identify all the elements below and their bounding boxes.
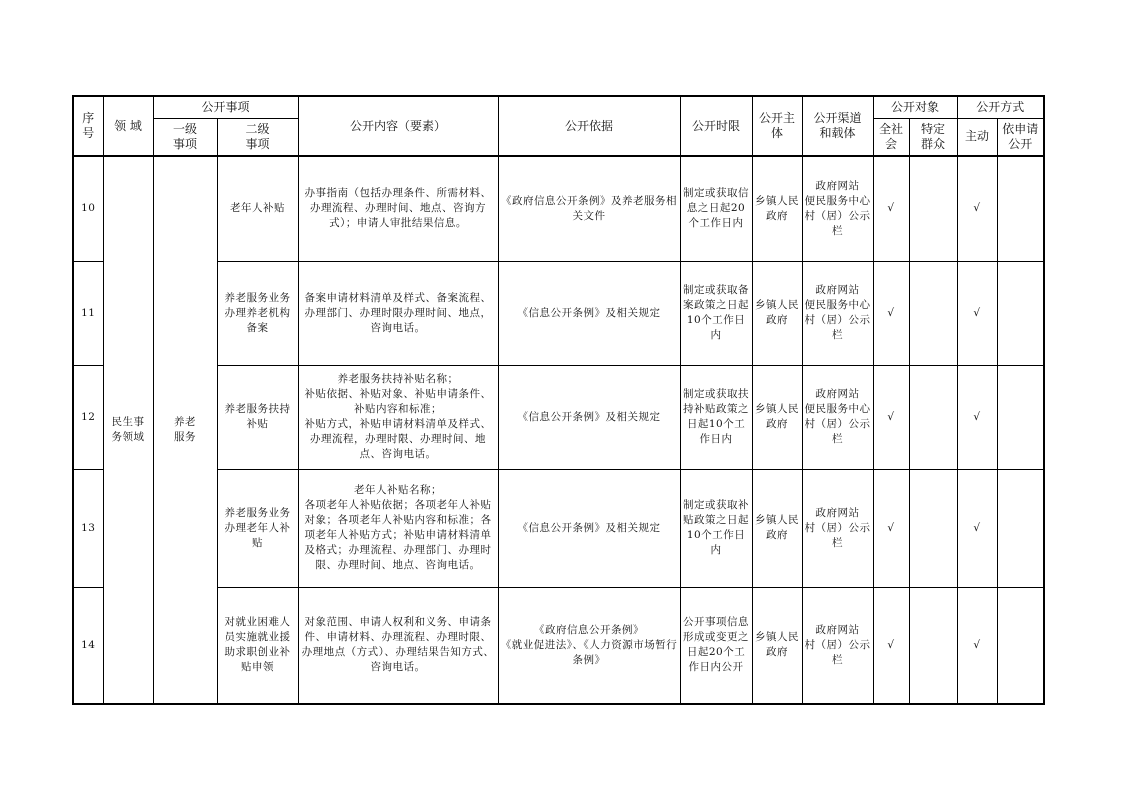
row-time-limit: 制定或获取补贴政策之日起10个工作日内 bbox=[680, 469, 752, 587]
row-subject: 乡镇人民政府 bbox=[752, 587, 802, 704]
header-domain: 领 域 bbox=[103, 96, 153, 156]
row-method-active: √ bbox=[957, 156, 997, 261]
row-channel: 政府网站 便民服务中心 村（居）公示栏 bbox=[802, 261, 873, 365]
row-level2: 养老服务业务办理养老机构备案 bbox=[217, 261, 298, 365]
table-row bbox=[73, 365, 1044, 469]
row-basis: 《信息公开条例》及相关规定 bbox=[498, 261, 680, 365]
row-channel: 政府网站 便民服务中心 村（居）公示栏 bbox=[802, 365, 873, 469]
row-seq: 14 bbox=[73, 587, 103, 704]
row-content: 备案申请材料清单及样式、备案流程、办理部门、办理时限办理时间、地点，咨询电话。 bbox=[298, 261, 498, 365]
header-target: 公开对象 bbox=[873, 96, 957, 118]
table-header bbox=[73, 96, 1044, 156]
header-target-group: 特定 群众 bbox=[909, 118, 957, 156]
table-row bbox=[73, 587, 1044, 704]
row-method-active: √ bbox=[957, 365, 997, 469]
table-body bbox=[73, 156, 1044, 704]
header-method-apply: 依申请 公开 bbox=[997, 118, 1044, 156]
row-content: 办事指南（包括办理条件、所需材料、办理流程、办理时间、地点、咨询方式）；申请人审批结果信息。 bbox=[298, 156, 498, 261]
row-subject: 乡镇人民政府 bbox=[752, 365, 802, 469]
table-row bbox=[73, 469, 1044, 587]
row-level2: 老年人补贴 bbox=[217, 156, 298, 261]
header-target-all: 全社 会 bbox=[873, 118, 909, 156]
header-basis: 公开依据 bbox=[498, 96, 680, 156]
row-method-apply bbox=[997, 156, 1044, 261]
row-method-apply bbox=[997, 469, 1044, 587]
row-target-all: √ bbox=[873, 261, 909, 365]
row-level2: 养老服务业务办理老年人补贴 bbox=[217, 469, 298, 587]
row-basis: 《信息公开条例》及相关规定 bbox=[498, 469, 680, 587]
header-items: 公开事项 bbox=[153, 96, 298, 118]
row-time-limit: 制定或获取备案政策之日起10个工作日内 bbox=[680, 261, 752, 365]
row-channel: 政府网站 村（居）公示栏 bbox=[802, 587, 873, 704]
header-seq: 序 号 bbox=[73, 96, 103, 156]
row-method-apply bbox=[997, 261, 1044, 365]
header-channel: 公开渠道 和载体 bbox=[802, 96, 873, 156]
row-channel: 政府网站 便民服务中心 村（居）公示栏 bbox=[802, 156, 873, 261]
header-method: 公开方式 bbox=[957, 96, 1044, 118]
row-subject: 乡镇人民政府 bbox=[752, 156, 802, 261]
header-content: 公开内容（要素） bbox=[298, 96, 498, 156]
row-time-limit: 制定或获取信息之日起20个工作日内 bbox=[680, 156, 752, 261]
header-subject: 公开主 体 bbox=[752, 96, 802, 156]
row-target-group bbox=[909, 156, 957, 261]
row-basis: 《政府信息公开条例》 《就业促进法》、《人力资源市场暂行条例》 bbox=[498, 587, 680, 704]
row-seq: 10 bbox=[73, 156, 103, 261]
header-method-active: 主动 bbox=[957, 118, 997, 156]
table-row bbox=[73, 156, 1044, 261]
row-target-group bbox=[909, 365, 957, 469]
row-seq: 11 bbox=[73, 261, 103, 365]
row-time-limit: 制定或获取扶持补贴政策之日起10个工作日内 bbox=[680, 365, 752, 469]
row-level2: 对就业困难人员实施就业援助求职创业补贴申领 bbox=[217, 587, 298, 704]
row-target-group bbox=[909, 261, 957, 365]
row-method-active: √ bbox=[957, 261, 997, 365]
row-seq: 12 bbox=[73, 365, 103, 469]
level1-cell: 养老 服务 bbox=[153, 156, 217, 704]
row-level2: 养老服务扶持补贴 bbox=[217, 365, 298, 469]
row-basis: 《政府信息公开条例》及养老服务相关文件 bbox=[498, 156, 680, 261]
row-method-apply bbox=[997, 365, 1044, 469]
row-method-active: √ bbox=[957, 469, 997, 587]
header-level2: 二级 事项 bbox=[217, 118, 298, 156]
header-time-limit: 公开时限 bbox=[680, 96, 752, 156]
row-target-all: √ bbox=[873, 156, 909, 261]
row-target-all: √ bbox=[873, 587, 909, 704]
row-target-all: √ bbox=[873, 469, 909, 587]
table-row bbox=[73, 261, 1044, 365]
disclosure-table bbox=[72, 95, 1045, 705]
row-subject: 乡镇人民政府 bbox=[752, 261, 802, 365]
header-level1: 一级 事项 bbox=[153, 118, 217, 156]
row-channel: 政府网站 村（居）公示栏 bbox=[802, 469, 873, 587]
row-target-all: √ bbox=[873, 365, 909, 469]
row-time-limit: 公开事项信息形成或变更之日起20个工作日内公开 bbox=[680, 587, 752, 704]
row-content: 老年人补贴名称； 各项老年人补贴依据；各项老年人补贴对象；各项老年人补贴内容和标准；各项老年人补贴方式；补贴申请材料清单及格式；办理流程、办理部门、办理时限、办理时间、地点、咨询电话。 bbox=[298, 469, 498, 587]
row-seq: 13 bbox=[73, 469, 103, 587]
row-target-group bbox=[909, 469, 957, 587]
row-subject: 乡镇人民政府 bbox=[752, 469, 802, 587]
domain-cell: 民生事 务领域 bbox=[103, 156, 153, 704]
row-method-active: √ bbox=[957, 587, 997, 704]
row-target-group bbox=[909, 587, 957, 704]
row-basis: 《信息公开条例》及相关规定 bbox=[498, 365, 680, 469]
row-content: 对象范围、申请人权利和义务、申请条件、申请材料、办理流程、办理时限、办理地点（方式）、办理结果告知方式、咨询电话。 bbox=[298, 587, 498, 704]
row-content: 养老服务扶持补贴名称； 补贴依据、补贴对象、补贴申请条件、补贴内容和标准； 补贴方式，补贴申请材料清单及样式、办理流程，办理时限、办理时间、地点、咨询电话。 bbox=[298, 365, 498, 469]
row-method-apply bbox=[997, 587, 1044, 704]
